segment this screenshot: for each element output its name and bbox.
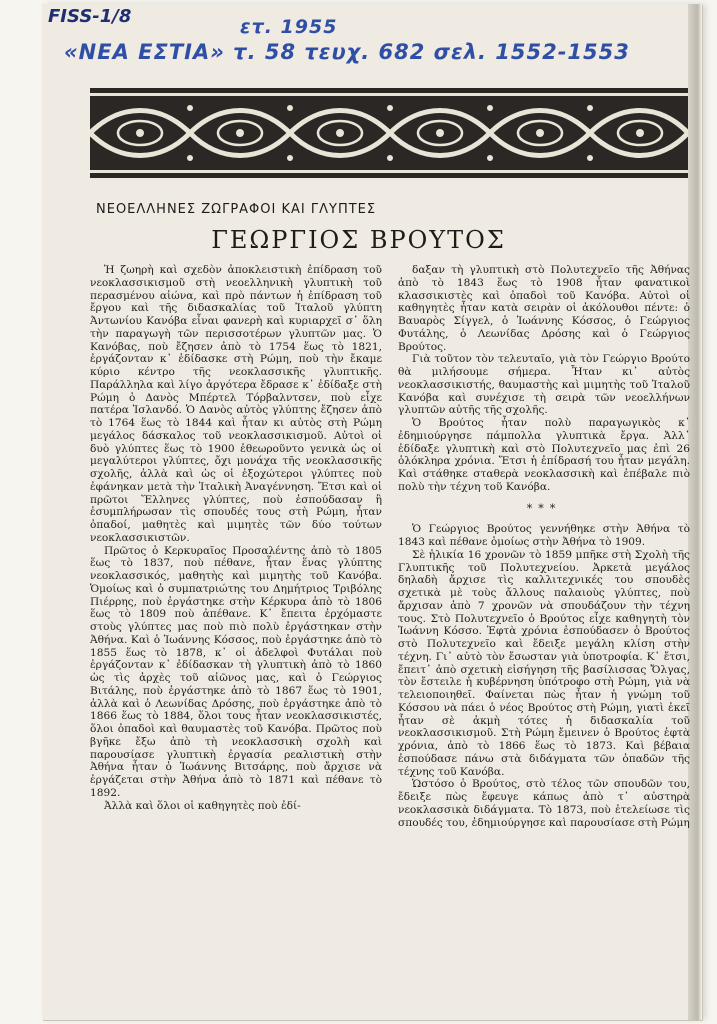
section-separator: ***: [526, 501, 562, 515]
paragraph: Πρῶτος ὁ Κερκυραῖος Προσαλέντης ἀπὸ τὸ 1805 ἕως τὸ 1837, ποὺ πέθανε, ἦταν ἕνας γλύπτης νεοκλασσικός, μαθητὴς καὶ μιμητὴς τοῦ Κανόβα. Ὁμοίως καὶ ὁ συμπατριώτης του Δημήτριος Τριβόλης Πιέρρης, ποὺ ἐργάστηκε στὴν Κέρκυρα ἀπὸ τὸ 1806 ἕως τὸ 1809 ποὺ ἀπέθανε. Κ᾽ ἔπειτα ἐρχόμαστε στοὺς γλύπτες μας ποὺ πιὸ πολὺ ἐργάστηκαν στὴν Ἀθήνα. Καὶ ὁ Ἰωάννης Κόσσος, ποὺ ἐργάστηκε ἀπὸ τὸ 1855 ἕως τὸ 1878, κ᾽ οἱ ἀδελφοὶ Φυτάλαι ποὺ ἐργάζονταν κ᾽ ἐδίδασκαν τὴ γλυπτικὴ ἀπὸ τὸ 1860 ὡς τὶς ἀρχὲς τοῦ αἰῶνος μας, καὶ ὁ Γεώργιος Βιτάλης, ποὺ ἐργάστηκε ἀπὸ τὸ 1867 ἕως τὸ 1901, ἀλλὰ καὶ ὁ Λεωνίδας Δρόσης, ποὺ ἐργάστηκε ἀπὸ τὸ 1866 ἕως τὸ 1884, ὅλοι τους ἦταν νεοκλασσικιστές, ὅλοι ὀπαδοὶ καὶ θαυμαστὲς τοῦ Κανόβα. Πρῶτος ποὺ βγῆκε ἔξω ἀπὸ τὴ νεοκλασσικὴ σχολὴ καὶ παρουσίασε γλυπτικὴ ἐργασία ρεαλιστικὴ στὴν Ἀθήνα ἦταν ὁ Ἰωάννης Βιτσάρης, ποὺ ἄρχισε νὰ ἐργάζεται στὴν Ἀθήνα ἀπὸ τὸ 1871 καὶ πέθανε τὸ 1892.: [90, 544, 382, 799]
paragraph: Σὲ ἡλικία 16 χρονῶν τὸ 1859 μπῆκε στὴ Σχολὴ τῆς Γλυπτικῆς τοῦ Πολυτεχνείου. Ἀρκετὰ μεγάλος δηλαδὴ ἄρχισε τὶς καλλιτεχνικές του σπουδὲς σχετικὰ μὲ τοὺς ἄλλους παλαιοὺς γλύπτες, ποὺ ἄρχισαν ἀπὸ 7 χρονῶν νὰ σπουδάζουν τὴν τέχνη τους. Στὸ Πολυτεχνεῖο ὁ Βρούτος εἶχε καθηγητὴ τὸν Ἰωάννη Κόσσο. Ἑφτὰ χρόνια ἐσπούδασεν ὁ Βρούτος στὸ Πολυτεχνεῖο καὶ ἔδειξε μεγάλη κλίση στὴν τέχνη. Γι᾽ αὐτὸ τὸν ἔσωσταν γιὰ ὑποτροφία. Κ᾽ ἔτσι, ἔπειτ᾽ ἀπὸ σχετικὴ εἰσήγηση τῆς βασίλισσας Ὄλγας, τὸν ἔστειλε ἡ κυβέρνηση ὑπότροφο στὴ Ρώμη, γιὰ νὰ τελειοποιηθεῖ. Φαίνεται πὼς ἦταν ἡ γνώμη τοῦ Κόσσου νὰ πάει ὁ νέος Βρούτος στὴ Ρώμη, γιατὶ ἐκεῖ ἦταν σὲ ἀκμὴ τότες ἡ διδασκαλία τοῦ νεοκλασσικισμοῦ. Στὴ Ρώμη ἔμεινεν ὁ Βρούτος ἑφτὰ χρόνια, ἀπὸ τὸ 1866 ἕως τὸ 1873. Καὶ βέβαια ἐσπούδασε πάνω στὰ διδάγματα τῶν ὀπαδῶν τῆς τέχνης τοῦ Κανόβα.: [398, 548, 690, 778]
paragraph: Ὁ Βρούτος ἦταν πολὺ παραγωγικὸς κ᾽ ἐδημιούργησε πάμπολλα γλυπτικὰ ἔργα. Ἀλλ᾽ ἐδίδαξε γλυπτικὴ καὶ στὸ Πολυτεχνεῖο μας ἐπὶ 26 ὁλόκληρα χρόνια. Ἔτσι ἡ ἐπίδρασή του ἦταν μεγάλη. Καὶ στάθηκε σταθερὰ νεοκλασσικὴ καὶ ἐπέβαλε πιὸ πολὺ τὴν τέχνη τοῦ Κανόβα.: [398, 417, 690, 493]
right-column: [398, 264, 690, 829]
handwritten-source-line: «ΝΕΑ ΕΣΤΙΑ» τ. 58 τευχ. 682 σελ. 1552-1553: [64, 40, 630, 64]
ornamental-border-band: [90, 88, 688, 178]
handwritten-issue-ref: ετ. 1955: [240, 16, 338, 38]
left-column: [90, 264, 382, 812]
paragraph: δαξαν τὴ γλυπτικὴ στὸ Πολυτεχνεῖο τῆς Ἀθήνας ἀπὸ τὸ 1843 ἕως τὸ 1908 ἦταν φανατικοὶ κλασσικιστὲς καὶ ὀπαδοὶ τοῦ Κανόβα. Αὐτοὶ οἱ καθηγητὲς ἦταν κατὰ σειρὰν οἱ ἀκόλουθοι πέντε: ὁ Βαυαρὸς Σίγγελ, ὁ Ἰωάννης Κόσσος, ὁ Γεώργιος Φυτάλης, ὁ Λεωνίδας Δρόσης καὶ ὁ Γεώργιος Βρούτος.: [398, 264, 690, 353]
paragraph: Ὡστόσο ὁ Βρούτος, στὸ τέλος τῶν σπουδῶν του, ἔδειξε πὼς ἔφευγε κάπως ἀπὸ τ᾽ αὐστηρὰ νεοκλασσικὰ διδάγματα. Τὸ 1873, ποὺ ἐτελείωσε τὶς σπουδές του, ἐδημιούργησε καὶ παρουσίασε στὴ Ρώμη: [398, 778, 690, 829]
paragraph: Γιὰ τοῦτον τὸν τελευταῖο, γιὰ τὸν Γεώργιο Βρούτο θὰ μιλήσουμε σήμερα. Ἦταν κι᾽ αὐτὸς νεοκλασσικιστής, θαυμαστὴς καὶ μιμητὴς τοῦ Ἰταλοῦ Κανόβα καὶ συνέχισε τὴ σειρὰ τῶν νεοελλήνων γλυπτῶν αὐτῆς τῆς σχολῆς.: [398, 353, 690, 417]
paragraph: Ἡ ζωηρὴ καὶ σχεδὸν ἀποκλειστικὴ ἐπίδραση τοῦ νεοκλασσικισμοῦ στὴ νεοελληνικὴ γλυπτικὴ τοῦ περασμένου αἰώνα, καὶ πρὸ πάντων ἡ ἐπίδραση τοῦ ἔργου καὶ τῆς διδασκαλίας τοῦ Ἰταλοῦ γλύπτη Ἀντωνίου Κανόβα εἶναι φανερὴ καὶ κυριαρχεῖ σ᾽ ὅλη τὴν παραγωγὴ τῶν περισσοτέρων γλυπτῶν μας. Ὁ Κανόβας, ποὺ ἔζησεν ἀπὸ τὸ 1754 ἕως τὸ 1821, ἐργάζονταν κ᾽ ἐδίδασκε στὴ Ρώμη, ποὺ τὴν ἔκαμε κύριο κέντρο τῆς νεοκλασσικῆς γλυπτικῆς. Παράλληλα καὶ λίγο ἀργότερα ἔδρασε κ᾽ ἐδίδαξε στὴ Ρώμη ὁ Δανὸς Μπέρτελ Τόρβαλντσεν, ποὺ εἶχε πατέρα Ἰσλανδό. Ὁ Δανὸς αὐτὸς γλύπτης ἔζησεν ἀπὸ τὸ 1764 ἕως τὸ 1844 καὶ ἦταν κι αὐτὸς στὴ Ρώμη μεγάλος δάσκαλος τοῦ νεοκλασσικισμοῦ. Αὐτοὶ οἱ δυὸ γλύπτες ἕως τὸ 1900 ἐθεωροῦντο γενικὰ ὡς οἱ μεγαλύτεροι γλύπτες, ὄχι μονάχα τῆς νεοκλασσικῆς σχολῆς, ἀλλὰ καὶ ὡς οἱ ἐξοχώτεροι γλύπτες ποὺ ἐφάνηκαν μετὰ τὴν Ἰταλικὴ Ἀναγέννηση. Ἔτσι καὶ οἱ πρῶτοι Ἕλληνες γλύπτες, ποὺ ἐσπούδασαν ἢ ἐσυμπλήρωσαν τὶς σπουδές τους στὴ Ρώμη, ἦταν ὀπαδοί, μαθητὲς καὶ μιμητὲς τῶν δύο τούτων νεοκλασσικιστῶν.: [90, 264, 382, 544]
section-heading: ΝΕΟΕΛΛΗΝΕΣ ΖΩΓΡΑΦΟΙ ΚΑΙ ΓΛΥΠΤΕΣ: [96, 202, 377, 217]
article-title: ΓΕΩΡΓΙΟΣ ΒΡΟΥΤΟΣ: [211, 226, 506, 254]
paragraph: Ἀλλὰ καὶ ὅλοι οἱ καθηγητὲς ποὺ ἐδί-: [104, 799, 301, 812]
handwritten-archive-code: FISS-1/8: [48, 6, 132, 27]
paragraph: Ὁ Γεώργιος Βρούτος γεννήθηκε στὴν Ἀθήνα τὸ 1843 καὶ πέθανε ὁμοίως στὴν Ἀθήνα τὸ 1909.: [398, 523, 690, 548]
clipping-shadow-edge: [688, 4, 702, 1020]
